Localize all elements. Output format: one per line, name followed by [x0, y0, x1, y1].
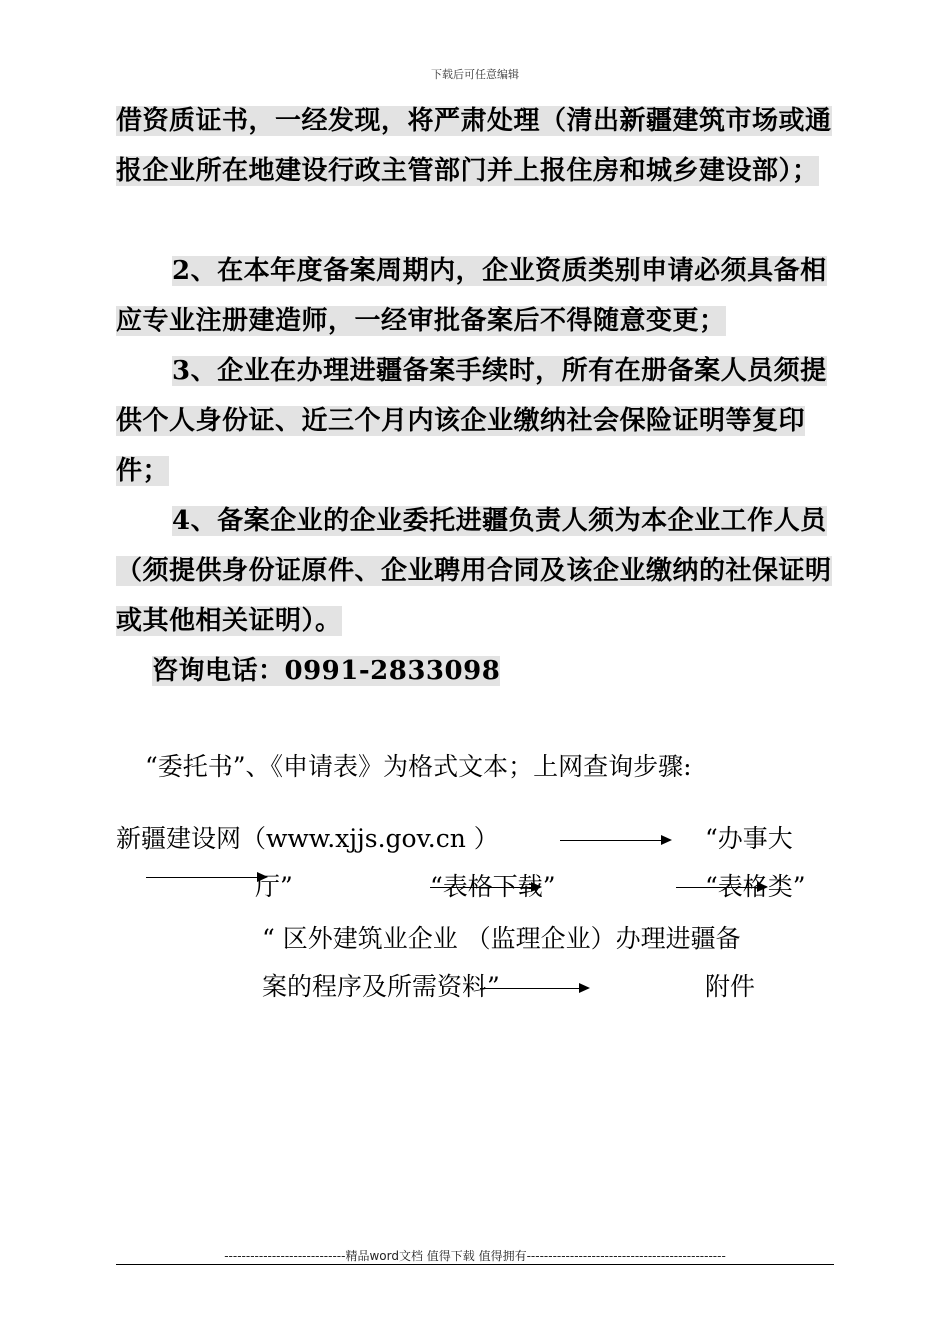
step-website: 新疆建设网（www.xjjs.gov.cn ） [116, 824, 499, 853]
arrow-right-icon [480, 988, 588, 989]
arrow-right-icon [676, 887, 766, 888]
paragraph-1 [116, 96, 836, 196]
step-attachment: 附件 [705, 972, 756, 1001]
footer-divider [116, 1264, 834, 1265]
step-procedure-line2: 案的程序及所需资料” [262, 972, 500, 1001]
arrow-right-icon [146, 877, 266, 878]
step-form-download: “表格下载” [430, 872, 556, 901]
steps-intro: “委托书”、《申请表》为格式文本；上网查询步骤: [145, 752, 692, 781]
arrow-right-icon [560, 840, 670, 841]
step-service-hall-line2: 厅” [255, 872, 293, 901]
paragraph-4 [116, 496, 836, 646]
paragraph-1-text: 借资质证书，一经发现，将严肃处理（清出新疆建筑市场或通报企业所在地建设行政主管部门并上报住房和城乡建设部）； [116, 106, 832, 186]
paragraph-4-text: 4、备案企业的企业委托进疆负责人须为本企业工作人员（须提供身份证原件、企业聘用合同及该企业缴纳的社保证明或其他相关证明）。 [116, 506, 832, 636]
page-footer: ----------------------------精品word文档 值得下载 值得拥有---------------------------------------------- [224, 1249, 726, 1263]
paragraph-2-text: 2、在本年度备案周期内，企业资质类别申请必须具备相应专业注册建造师，一经审批备案后不得随意变更； [116, 256, 827, 336]
paragraph-3-text: 3、企业在办理进疆备案手续时，所有在册备案人员须提供个人身份证、近三个月内该企业缴纳社会保险证明等复印件； [116, 356, 827, 486]
paragraph-2 [116, 246, 836, 346]
arrow-right-icon [430, 887, 540, 888]
consult-phone-text: 咨询电话：0991-2833098 [152, 656, 501, 686]
consult-phone [152, 646, 500, 696]
paragraph-3 [116, 346, 836, 496]
step-procedure-line1: “ 区外建筑业企业 （监理企业）办理进疆备 [262, 924, 741, 953]
page-header: 下载后可任意编辑 [431, 68, 519, 81]
step-form-category: “表格类” [705, 872, 806, 901]
step-service-hall-line1: “办事大 [705, 824, 793, 853]
